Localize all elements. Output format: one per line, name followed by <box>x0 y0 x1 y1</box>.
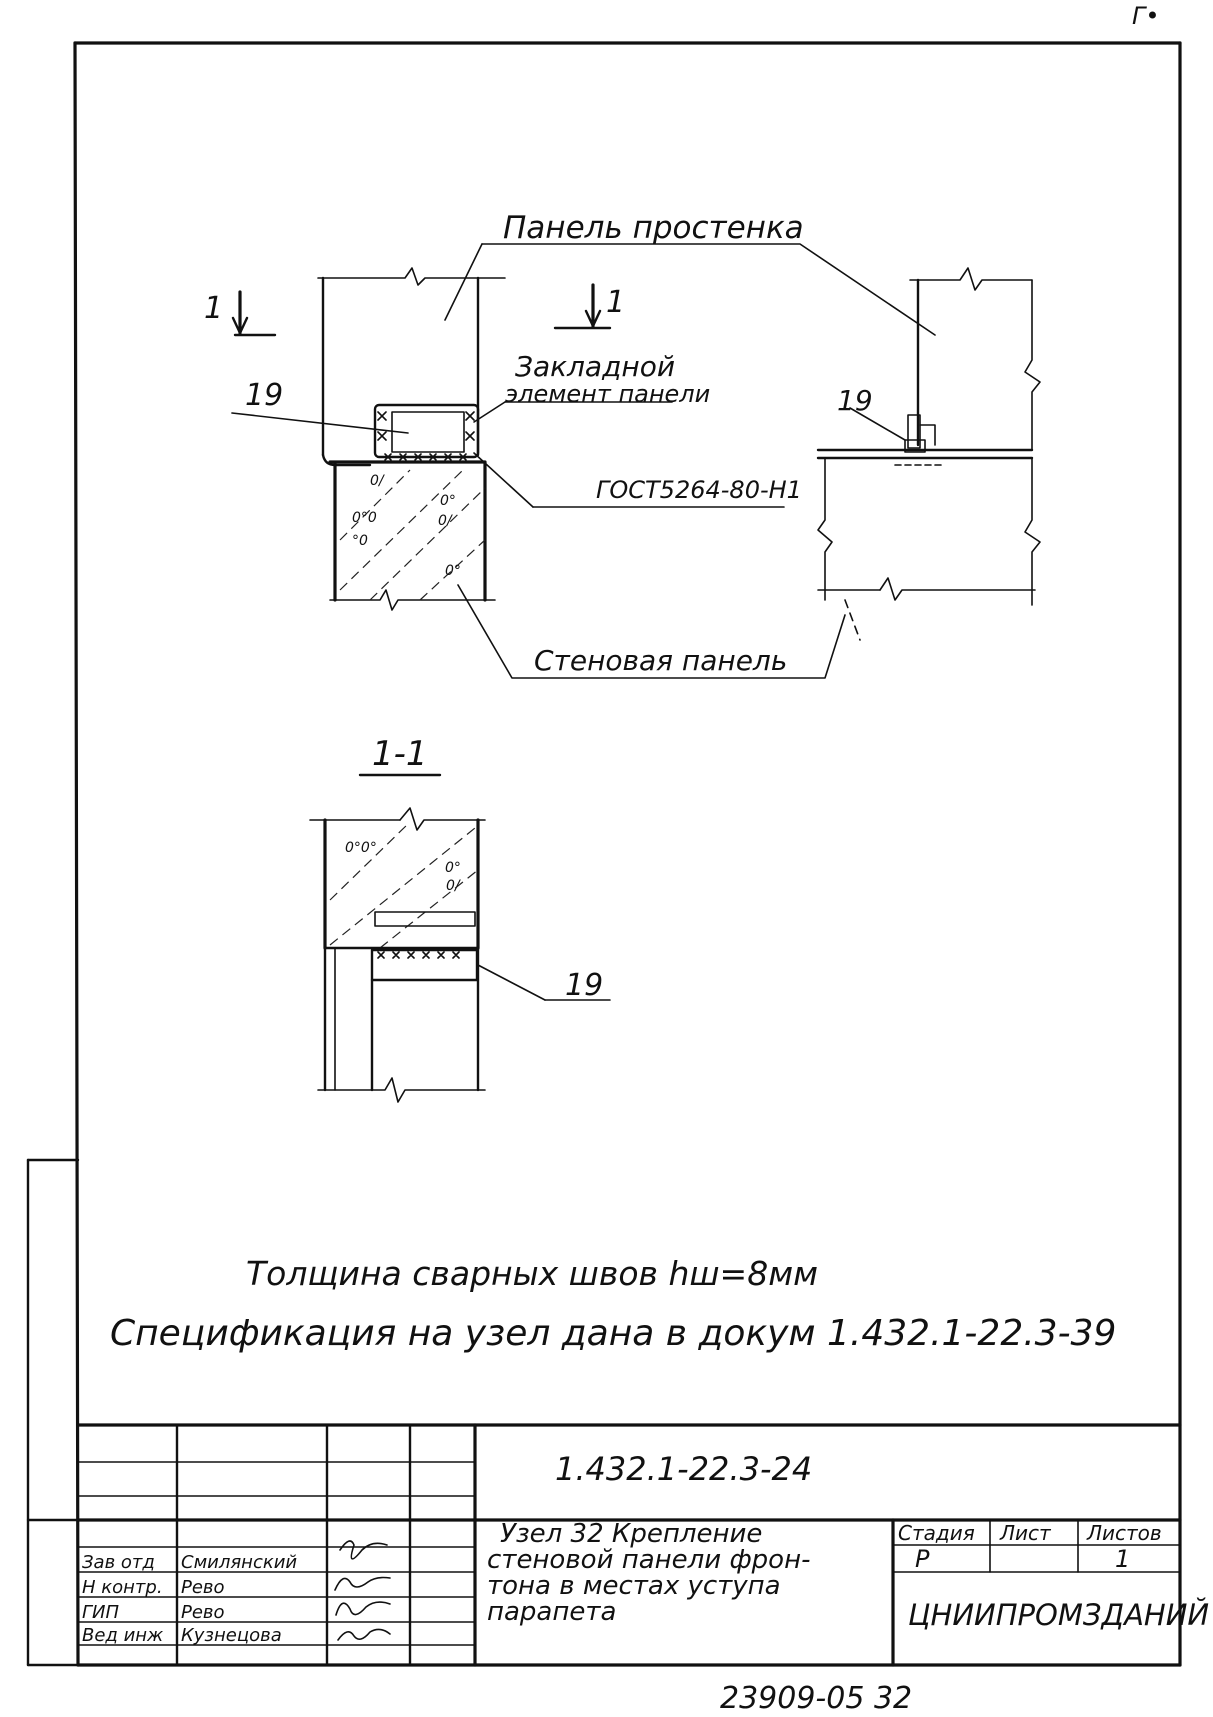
node-side-view <box>818 268 1040 640</box>
svg-text:0/: 0/ <box>446 878 460 894</box>
stage-header: Стадия <box>898 1521 975 1545</box>
section-mark-right: 1 <box>606 285 626 320</box>
title-line-1: Узел 32 Крепление <box>500 1519 763 1549</box>
section-1-1 <box>310 775 610 1102</box>
stage-value: Р <box>915 1545 930 1573</box>
label-19-left: 19 <box>245 378 284 413</box>
archive-number: 23909-05 32 <box>720 1681 913 1716</box>
svg-text:0°0°: 0°0° <box>345 840 377 856</box>
title-line-4: парапета <box>487 1597 617 1627</box>
signer-name: Рево <box>181 1577 225 1598</box>
section-mark-left: 1 <box>204 291 224 326</box>
sheet-frame <box>28 43 1180 1665</box>
doc-code: 1.432.1-22.3-24 <box>555 1450 813 1488</box>
label-panel-prostenka: Панель простенка <box>503 210 804 246</box>
svg-text:0°: 0° <box>445 860 461 876</box>
signer-name: Кузнецова <box>181 1625 282 1646</box>
signer-role: Вед инж <box>82 1625 164 1646</box>
signatures <box>335 1541 390 1640</box>
section-title: 1-1 <box>372 734 428 774</box>
note-weld-thickness: Толщина сварных швов hш=8мм <box>246 1254 818 1293</box>
svg-text:0°: 0° <box>440 493 456 509</box>
title-line-2: стеновой панели фрон- <box>487 1545 811 1575</box>
label-gost: ГОСТ5264-80-Н1 <box>596 476 802 504</box>
signer-role: Н контр. <box>82 1577 163 1598</box>
label-stenovaya: Стеновая панель <box>534 644 788 677</box>
sheets-header: Листов <box>1087 1521 1162 1545</box>
sheet-header: Лист <box>1000 1521 1051 1545</box>
signer-name: Смилянский <box>181 1552 298 1573</box>
organization: ЦНИИПРОМЗДАНИЙ <box>908 1598 1210 1632</box>
sheets-value: 1 <box>1115 1545 1131 1573</box>
title-line-3: тона в местах уступа <box>487 1571 781 1601</box>
label-19-section: 19 <box>565 968 604 1003</box>
svg-text:0°0: 0°0 <box>352 510 377 526</box>
label-zakladnoy: Закладной <box>515 350 676 383</box>
label-element-paneli: элемент панели <box>505 380 711 408</box>
node-main-view <box>233 268 610 610</box>
svg-text:0°: 0° <box>445 563 461 579</box>
signer-role: ГИП <box>82 1602 120 1623</box>
svg-text:°0: °0 <box>352 533 368 549</box>
label-19-right: 19 <box>837 384 873 417</box>
signer-role: Зав отд <box>82 1552 155 1573</box>
svg-text:0/: 0/ <box>370 473 384 489</box>
signer-name: Рево <box>181 1602 225 1623</box>
note-specification: Спецификация на узел дана в докум 1.432.1-22.3-39 <box>110 1313 1117 1354</box>
svg-text:0/: 0/ <box>438 513 452 529</box>
page-number: Г• <box>1132 2 1160 30</box>
